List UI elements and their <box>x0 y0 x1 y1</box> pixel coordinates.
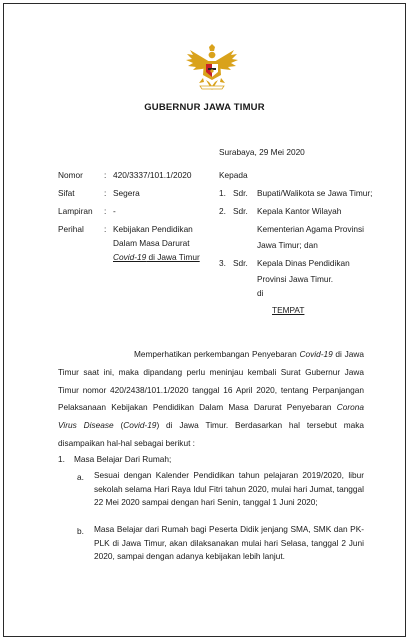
recipient-2-line3: Jawa Timur; dan <box>257 240 318 250</box>
letter-date: Surabaya, 29 Mei 2020 <box>219 147 305 157</box>
recipient-2-line2: Kementerian Agama Provinsi <box>257 224 364 234</box>
meta-sep: : <box>104 224 107 234</box>
meta-value-perihal-3: Covid-19 di Jawa Timur <box>113 252 200 262</box>
letter-page <box>3 3 406 637</box>
list-number: 1. <box>58 454 65 464</box>
meta-value-sifat: Segera <box>113 188 140 198</box>
meta-label-nomor: Nomor <box>58 170 83 180</box>
meta-value-nomor: 420/3337/101.1/2020 <box>113 170 192 180</box>
recipient-num: 1. <box>219 188 226 198</box>
list-item-title: Masa Belajar Dari Rumah; <box>74 454 172 464</box>
meta-sep: : <box>104 170 107 180</box>
meta-label-perihal: Perihal <box>58 224 84 234</box>
sub-item-a: Sesuai dengan Kalender Pendidikan tahun pelajaran 2019/2020, libur sekolah selama Hari Raya Idul Fitri tahun 2020, mulai hari Jumat, tanggal 22 Mei 2020 sampai dengan hari Senin, tanggal 1 Juni 2020; <box>94 470 364 508</box>
recipient-title: Sdr. <box>233 258 248 268</box>
meta-sep: : <box>104 206 107 216</box>
recipient-1: Bupati/Walikota se Jawa Timur; <box>257 188 373 198</box>
recipient-tempat: TEMPAT <box>272 305 305 315</box>
recipient-num: 3. <box>219 258 226 268</box>
recipient-3-line1: Kepala Dinas Pendidikan <box>257 258 350 268</box>
recipient-title: Sdr. <box>233 206 248 216</box>
sub-item-label: b. <box>77 526 84 536</box>
meta-label-lampiran: Lampiran <box>58 206 93 216</box>
recipient-3-line2: Provinsi Jawa Timur. <box>257 274 334 284</box>
garuda-emblem-icon <box>184 42 240 94</box>
meta-value-perihal-2: Dalam Masa Darurat <box>113 238 190 248</box>
recipient-title: Sdr. <box>233 188 248 198</box>
meta-label-sifat: Sifat <box>58 188 75 198</box>
sub-item-label: a. <box>77 472 84 482</box>
office-title: GUBERNUR JAWA TIMUR <box>144 102 265 113</box>
meta-sep: : <box>104 188 107 198</box>
meta-value-lampiran: - <box>113 206 116 216</box>
recipient-2-line1: Kepala Kantor Wilayah <box>257 206 342 216</box>
recipients-kepada: Kepada <box>219 170 248 180</box>
body-paragraph: Memperhatikan perkembangan Penyebaran Covid-19 di Jawa Timur saat ini, maka dipandang perlu meninjau kembali Surat Gubernur Jawa Timur nomor 420/2438/101.1/2020 tanggal 16 April 2020, tentang Perpanjangan Pelaksanaan Kebijakan Pendidikan Dalam Masa Darurat Penyebaran Corona Virus Disease (Covid-19) di Jawa Timur. Berdasarkan hal tersebut maka disampaikan hal-hal sebagai berikut : <box>58 349 364 448</box>
sub-item-b: Masa Belajar dari Rumah bagi Peserta Didik jenjang SMA, SMK dan PK-PLK di Jawa Timur, akan dilaksanakan mulai hari Selasa, tanggal 2 Juni 2020, sampai dengan adanya kebijakan lebih lanjut. <box>94 524 364 562</box>
recipient-di: di <box>257 288 264 298</box>
meta-value-perihal-1: Kebijakan Pendidikan <box>113 224 193 234</box>
recipient-num: 2. <box>219 206 226 216</box>
